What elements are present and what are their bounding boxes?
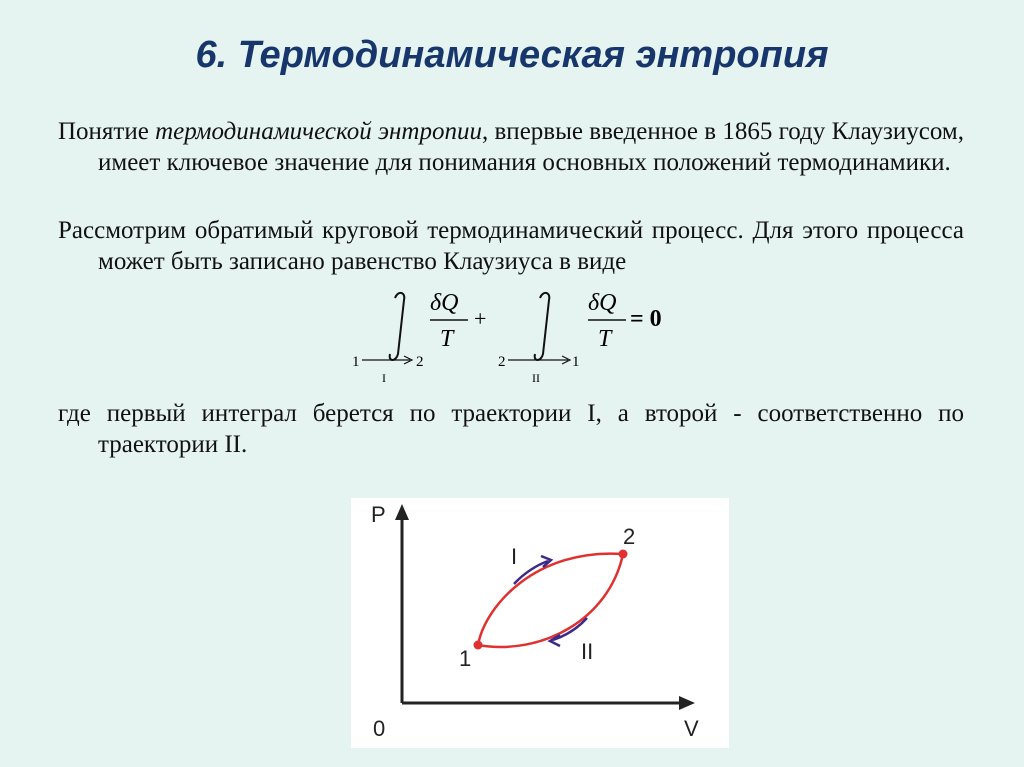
fraction2-numerator: δQ [588, 290, 617, 316]
intro-text-italic: термодинамической энтропии [155, 118, 482, 145]
pv-diagram [351, 498, 729, 748]
equals-zero: = 0 [630, 306, 662, 332]
plus-sign: + [474, 306, 487, 331]
int2-to: 1 [572, 354, 580, 370]
int1-path: I [382, 371, 386, 385]
int2-from: 2 [498, 354, 506, 370]
intro-text-start: Понятие [58, 118, 156, 145]
x-axis-arrow [679, 696, 695, 710]
point-2 [619, 550, 628, 559]
process-paragraph: Рассмотрим обратимый круговой термодинамический процесс. Для этого процесса может быть записано равенство Клаузиуса в виде [58, 217, 964, 275]
trajectory-paragraph: где первый интеграл берется по траектории I, а второй - соответственно по траектории II. [58, 400, 964, 458]
fraction2-denominator: T [598, 326, 612, 352]
clausius-equality-formula [340, 282, 700, 392]
y-axis-label: P [371, 502, 386, 527]
path-II-label: II [581, 639, 594, 664]
slide-title: 6. Термодинамическая энтропия [195, 34, 829, 76]
point-2-label: 2 [623, 524, 636, 549]
y-axis-arrow [395, 504, 409, 520]
fraction1-denominator: T [440, 326, 454, 352]
int1-to: 2 [416, 354, 424, 370]
integral-sign-2 [535, 293, 550, 360]
int2-path: II [532, 371, 540, 385]
fraction1-numerator: δQ [430, 290, 459, 316]
intro-text-rest: , впервые введенное в 1865 году Клаузиусом, имеет ключевое значение для понимания основных положений термодинамики. [98, 118, 964, 176]
path-I-arrow [514, 561, 548, 584]
point-1 [474, 641, 483, 650]
x-axis-label: V [684, 716, 699, 741]
intro-paragraph [58, 116, 964, 178]
integral-sign-1 [390, 293, 405, 360]
path-I-label: I [511, 544, 518, 569]
origin-label: 0 [373, 716, 386, 741]
point-1-label: 1 [459, 646, 472, 671]
int1-from: 1 [352, 354, 360, 370]
